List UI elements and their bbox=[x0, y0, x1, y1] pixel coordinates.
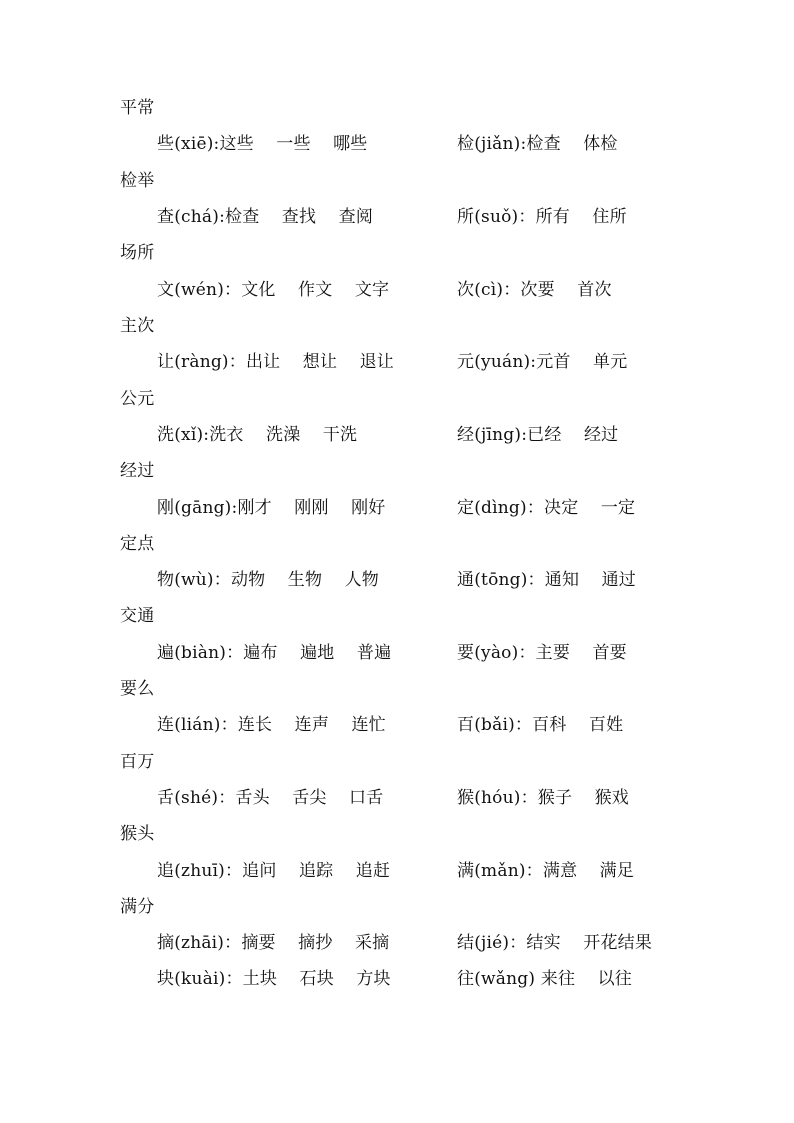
entry-left-text: 物(wù)：动物 生物 人物 bbox=[157, 570, 379, 590]
entry-right-text: 猴(hóu)：猴子 猴戏 bbox=[457, 788, 630, 808]
wrapped-word-line: 要么 bbox=[120, 679, 155, 699]
entry-left-text: 让(ràng)：出让 想让 退让 bbox=[157, 352, 394, 372]
wrapped-word-line: 定点 bbox=[120, 534, 155, 554]
wrapped-word-line: 猴头 bbox=[120, 824, 155, 844]
entry-right-text: 定(dìng)：决定 一定 bbox=[457, 498, 636, 518]
entry-right-text: 通(tōng)：通知 通过 bbox=[457, 570, 636, 590]
entry-right-text: 要(yào)：主要 首要 bbox=[457, 643, 627, 663]
entry-left-text: 文(wén)：文化 作文 文字 bbox=[157, 280, 390, 300]
entry-row bbox=[157, 967, 717, 1063]
entry-right-text: 元(yuán):元首 单元 bbox=[457, 352, 628, 372]
entry-left-text: 追(zhuī)：追问 追踪 追赶 bbox=[157, 861, 391, 881]
entry-right-text: 所(suǒ)：所有 住所 bbox=[457, 207, 627, 227]
entry-right-text: 满(mǎn)：满意 满足 bbox=[457, 861, 635, 881]
entry-right-text: 往(wǎng) 来往 以往 bbox=[457, 969, 633, 989]
wrapped-word-line: 主次 bbox=[120, 316, 155, 336]
entry-right-text: 百(bǎi)：百科 百姓 bbox=[457, 715, 624, 735]
entry-right-text: 结(jié)：结实 开花结果 bbox=[457, 933, 653, 953]
entry-right-text: 次(cì)：次要 首次 bbox=[457, 280, 612, 300]
wrapped-word-line: 检举 bbox=[120, 171, 155, 191]
entry-right-text: 检(jiǎn):检查 体检 bbox=[457, 134, 618, 154]
wrapped-word-line: 交通 bbox=[120, 606, 155, 626]
entry-left-text: 洗(xǐ):洗衣 洗澡 干洗 bbox=[157, 425, 358, 445]
entry-left-text: 查(chá):检查 查找 查阅 bbox=[157, 207, 374, 227]
entry-left-text: 遍(biàn)：遍布 遍地 普遍 bbox=[157, 643, 392, 663]
entry-left-text: 摘(zhāi)：摘要 摘抄 采摘 bbox=[157, 933, 390, 953]
wrapped-word-line: 平常 bbox=[120, 98, 155, 118]
entry-left-text: 块(kuài)：土块 石块 方块 bbox=[157, 969, 391, 989]
wrapped-word-line: 百万 bbox=[120, 752, 155, 772]
entry-right-text: 经(jīng):已经 经过 bbox=[457, 425, 619, 445]
wrapped-word-line: 满分 bbox=[120, 897, 155, 917]
entry-left-text: 刚(gāng):刚才 刚刚 刚好 bbox=[157, 498, 386, 518]
wrapped-word-line: 场所 bbox=[120, 243, 155, 263]
wrapped-word-line: 公元 bbox=[120, 389, 155, 409]
wrapped-word-line: 经过 bbox=[120, 461, 155, 481]
entry-left-text: 些(xiē):这些 一些 哪些 bbox=[157, 134, 368, 154]
entry-left-text: 连(lián)：连长 连声 连忙 bbox=[157, 715, 386, 735]
entry-left-text: 舌(shé)：舌头 舌尖 口舌 bbox=[157, 788, 384, 808]
